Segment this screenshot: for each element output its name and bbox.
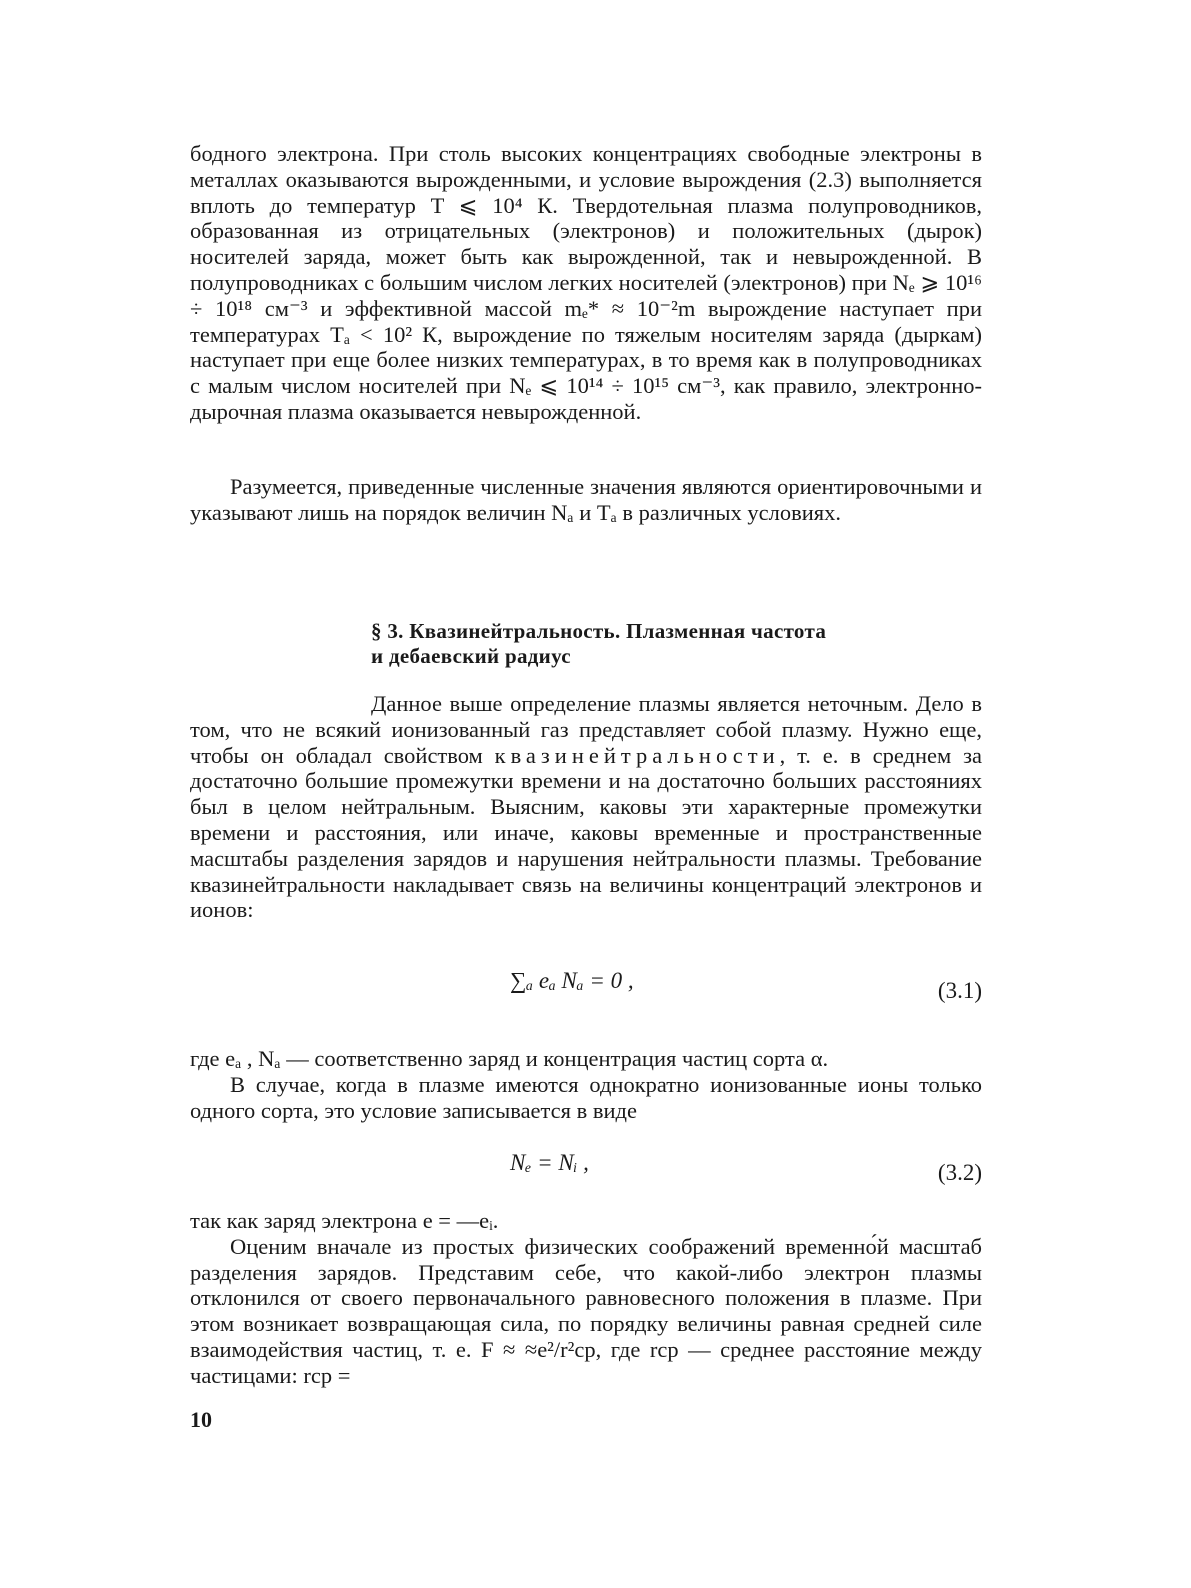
paragraph-3-start: Данное выше определение плазмы является неточным. Дело в том, что не всякий ионизованный газ представляет собой плазму. Нужно еще, чтобы он обладал свойством	[190, 691, 982, 768]
equation-3-1-body: ∑ₐ eₐ Nₐ = 0 ,	[510, 968, 634, 993]
paragraph-3	[190, 691, 982, 923]
paragraph-6-7	[190, 1208, 982, 1389]
equation-3-1	[190, 968, 982, 1028]
paragraph-7-text: Оценим вначале из простых физических соображений временно́й масштаб разделения зарядов. Представим себе, что какой-либо электрон плазмы отклонился от своего первоначального равновесного положения в плазме. При этом возникает возвращающая сила, по порядку величины равная средней силе взаимодействия частиц, т. е. F ≈ ≈e²/r²ср, где rср — среднее расстояние между частицами: rср =	[190, 1233, 982, 1388]
section-heading	[371, 619, 941, 669]
paragraph-4-5	[190, 1046, 982, 1123]
equation-3-2-body: Nₑ = Nᵢ ,	[510, 1150, 589, 1175]
paragraph-6-text: так как заряд электрона e = —eᵢ.	[190, 1208, 499, 1233]
paragraph-5-text: В случае, когда в плазме имеются однократно ионизованные ионы только одного сорта, это условие записывается в виде	[190, 1071, 982, 1123]
equation-3-2	[190, 1150, 982, 1210]
term-quasineutrality: квазинейтральности	[494, 742, 780, 768]
page-number: 10	[190, 1407, 212, 1432]
paragraph-3-text	[190, 691, 982, 923]
paragraph-4-text: где eₐ , Nₐ — соответственно заряд и концентрация частиц сорта α.	[190, 1046, 829, 1071]
equation-3-2-number: (3.2)	[937, 1160, 982, 1185]
paragraph-2-text: Разумеется, приведенные численные значения являются ориентировочными и указывают лишь на порядок величин Nₐ и Tₐ в различных условиях.	[190, 474, 982, 525]
paragraph-1	[190, 141, 982, 425]
section-heading-line-1: § 3. Квазинейтральность. Плазменная частота	[371, 619, 827, 643]
equation-3-1-number: (3.1)	[937, 978, 982, 1003]
paragraph-2	[190, 474, 982, 526]
paragraph-3-end: , т. е. в среднем за достаточно большие промежутки времени и на достаточно больших расстояниях был в целом нейтральным. Выясним, каковы эти характерные промежутки времени и расстояния, или иначе, каковы временные и пространственные масштабы разделения зарядов и нарушения нейтральности плазмы. Требование квазинейтральности накладывает связь на величины концентраций электронов и ионов:	[190, 742, 982, 923]
paragraph-1-text: бодного электрона. При столь высоких концентрациях свободные электроны в металлах оказываются вырожденными, и условие вырождения (2.3) выполняется вплоть до температур T ⩽ 10⁴ К. Твердотельная плазма полупроводников, образованная из отрицательных (электронов) и положительных (дырок) носителей заряда, может быть как вырожденной, так и невырожденной. В полупроводниках с большим числом легких носителей (электронов) при Nₑ ⩾ 10¹⁶ ÷ 10¹⁸ см⁻³ и эффективной массой mₑ* ≈ 10⁻²m вырождение наступает при температурах Tₐ < 10² К, вырождение по тяжелым носителям заряда (дыркам) наступает при еще более низких температурах, в то время как в полупроводниках с малым числом носителей при Nₑ ⩽ 10¹⁴ ÷ 10¹⁵ см⁻³, как правило, электронно-дырочная плазма оказывается невырожденной.	[190, 141, 982, 424]
section-heading-line-2: и дебаевский радиус	[371, 644, 571, 668]
